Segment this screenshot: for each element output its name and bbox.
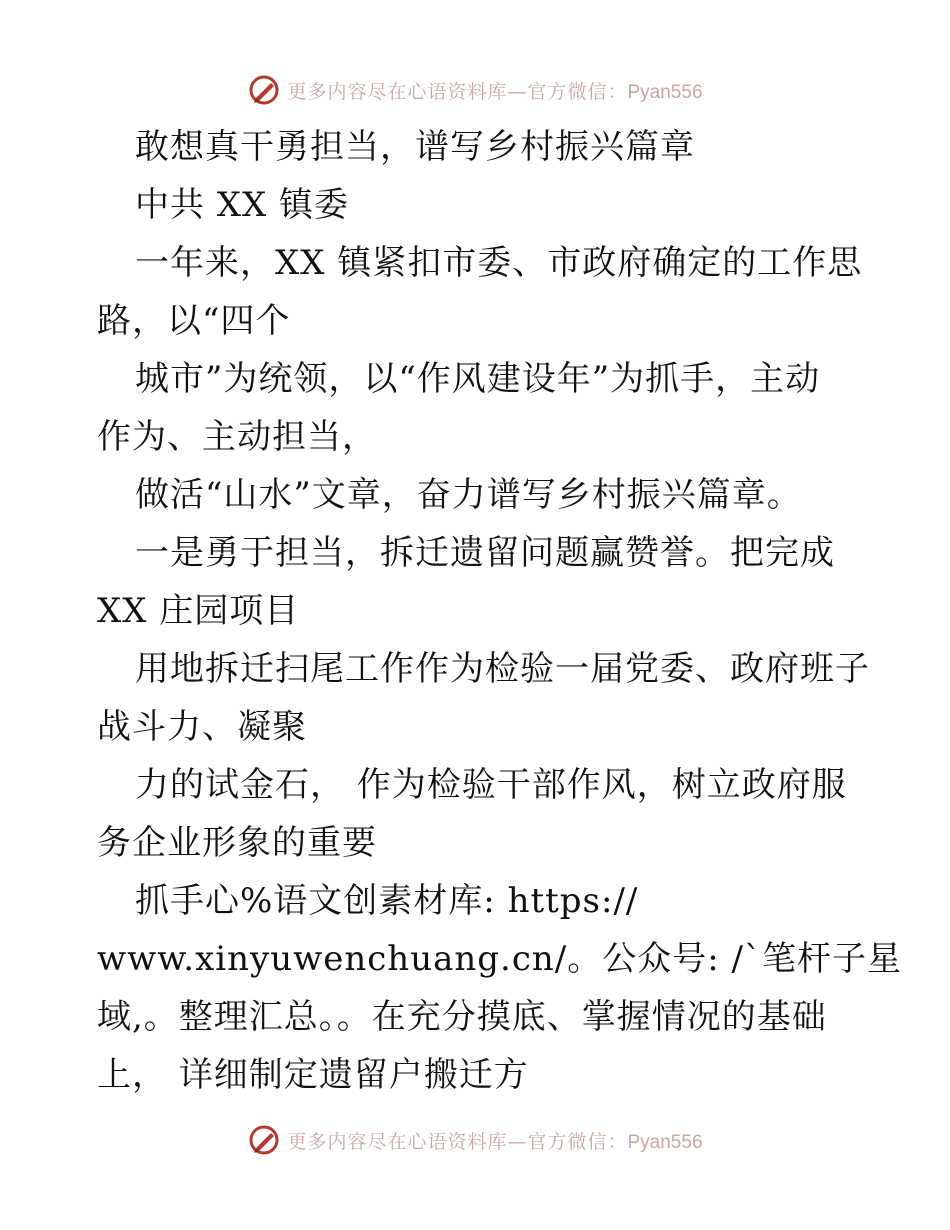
banner-wechat-id: Pyan556 bbox=[627, 1131, 703, 1153]
footer-banner bbox=[0, 1120, 950, 1160]
text-line: 做活“山水”文章，奋力谱写乡村振兴篇章。 bbox=[135, 475, 802, 515]
banner-wechat-id: Pyan556 bbox=[627, 81, 703, 103]
pen-logo-icon bbox=[247, 73, 281, 107]
text-line: 上， 详细制定遗留户搬迁方 bbox=[97, 1055, 529, 1095]
text-line: 城市”为统领，以“作风建设年”为抓手，主动 bbox=[135, 359, 821, 399]
banner-text: 更多内容尽在心语资料库—官方微信： bbox=[287, 1130, 628, 1153]
header-banner bbox=[0, 70, 950, 110]
text-line: 敢想真干勇担当，谱写乡村振兴篇章 bbox=[135, 127, 695, 167]
banner-text: 更多内容尽在心语资料库—官方微信： bbox=[287, 80, 628, 103]
text-line: 作为、主动担当， bbox=[97, 417, 377, 457]
text-line: 战斗力、凝聚 bbox=[97, 707, 307, 747]
text-line: 务企业形象的重要 bbox=[97, 823, 377, 863]
text-line: XX 庄园项目 bbox=[97, 591, 300, 631]
text-line: 域,。整理汇总。。在充分摸底、掌握情况的基础 bbox=[97, 997, 827, 1037]
text-line: www.xinyuwenchuang.cn/。公众号: /`笔杆子星 bbox=[97, 939, 902, 979]
text-line: 中共 XX 镇委 bbox=[135, 185, 350, 225]
text-line: 用地拆迁扫尾工作作为检验一届党委、政府班子 bbox=[135, 649, 870, 689]
text-line: 一年来，XX 镇紧扣市委、市政府确定的工作思 bbox=[135, 243, 863, 283]
text-line: 力的试金石， 作为检验干部作风，树立政府服 bbox=[135, 765, 847, 805]
pen-logo-icon bbox=[247, 1123, 281, 1157]
document-body bbox=[97, 118, 902, 1104]
text-line: 路，以“四个 bbox=[97, 301, 291, 341]
text-line: 抓手心%语文创素材库: https:// bbox=[135, 881, 639, 921]
text-line: 一是勇于担当，拆迁遗留问题赢赞誉。把完成 bbox=[135, 533, 835, 573]
